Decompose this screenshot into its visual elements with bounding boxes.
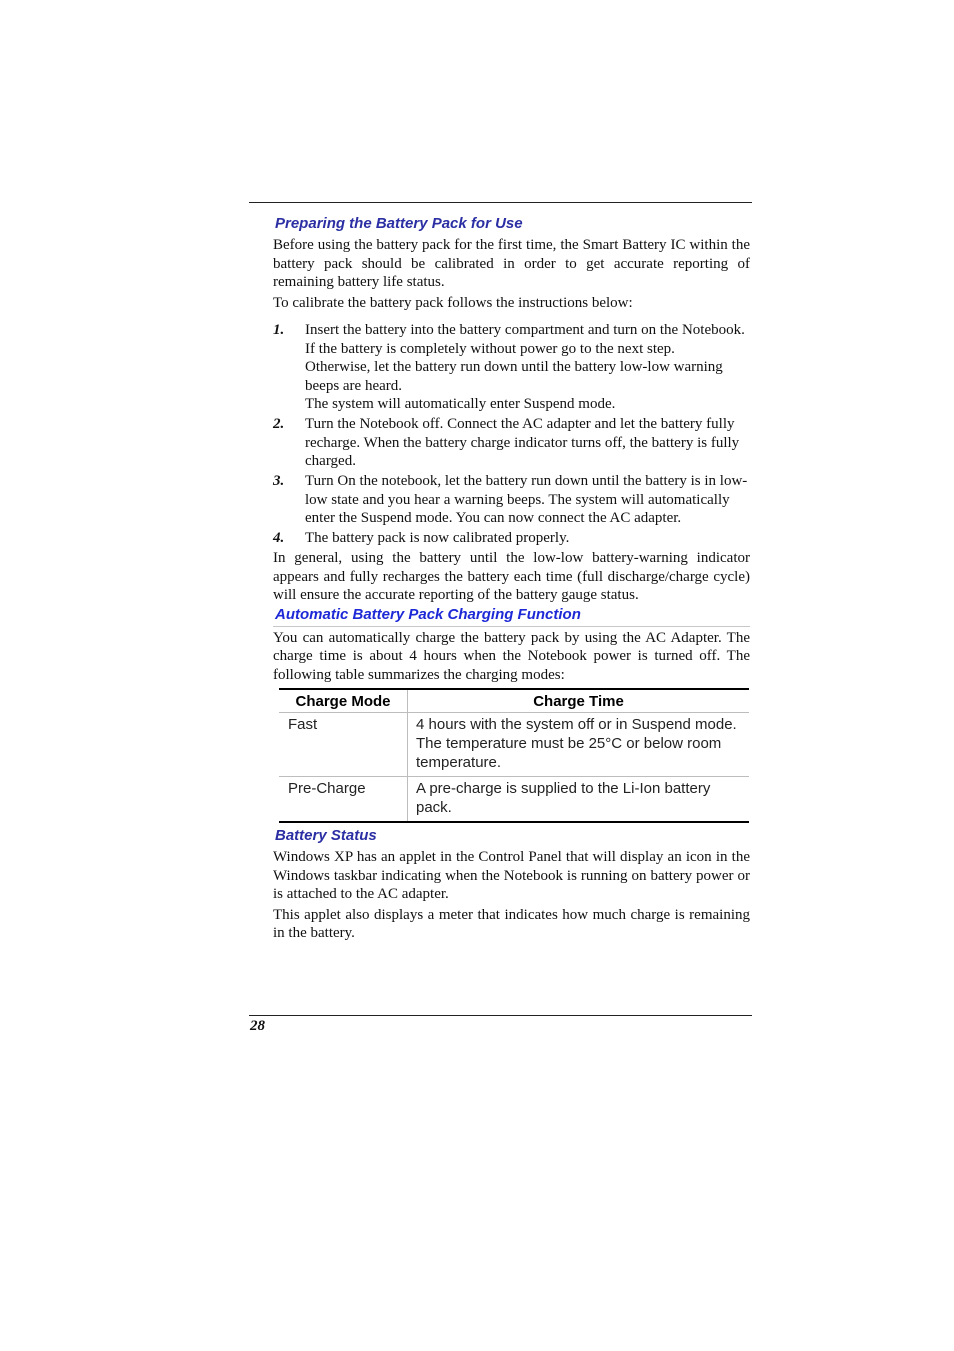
step-text: Turn On the notebook, let the battery run down until the battery is in low-low state and you hear a warning beeps. The system will automatically enter the Suspend mode. You can now connect the AC adapter. [305,473,748,526]
table-row [279,713,749,777]
paragraph: You can automatically charge the battery pack by using the AC Adapter. The charge time is about 4 hours when the Notebook power is turned off. The following table summarizes the charging modes: [273,629,750,683]
table-cell: A pre-charge is supplied to the Li-Ion battery pack. [408,777,750,823]
calibration-steps [273,321,750,548]
table-cell: Fast [279,713,408,777]
column-header: Charge Time [408,689,750,713]
paragraph: This applet also displays a meter that indicates how much charge is remaining in the battery. [273,906,750,941]
step-text: Turn the Notebook off. Connect the AC adapter and let the battery fully recharge. When the battery charge indicator turns off, the battery is fully charged. [305,416,740,469]
list-item [273,529,750,548]
page-number: 28 [250,1018,265,1034]
paragraph: Before using the battery pack for the first time, the Smart Battery IC within the battery pack should be calibrated in order to get accurate reporting of remaining battery life status. [273,237,750,290]
charging-modes-table [279,688,749,823]
section-heading-battery-status: Battery Status [275,827,377,844]
page-content [273,214,750,943]
list-item [273,472,750,528]
step-number: 4. [273,530,285,546]
paragraph: In general, using the battery until the low-low battery-warning indicator appears and fully recharges the battery each time (full discharge/charge cycle) will ensure the accurate reporting of the battery gauge status. [273,550,750,603]
step-number: 2. [273,416,285,432]
step-number: 3. [273,473,285,489]
list-item [273,321,750,414]
table-row [279,777,749,823]
paragraph: To calibrate the battery pack follows the instructions below: [273,294,633,311]
list-item [273,415,750,471]
section-heading-charging: Automatic Battery Pack Charging Function [273,605,750,627]
table-cell: Pre-Charge [279,777,408,823]
section-heading-preparing: Preparing the Battery Pack for Use [275,215,523,232]
step-text: Otherwise, let the battery run down until the battery low-low warning beeps are heard. [305,359,723,394]
step-text: The battery pack is now calibrated properly. [305,530,570,546]
step-text: Insert the battery into the battery compartment and turn on the Notebook. If the battery is completely without power go to the next step. [305,322,745,357]
paragraph: Windows XP has an applet in the Control Panel that will display an icon in the Windows taskbar indicating when the Notebook is running on battery power or is attached to the AC adapter. [273,849,750,902]
step-number: 1. [273,322,285,338]
table-header-row [279,689,749,713]
step-text: The system will automatically enter Suspend mode. [305,396,616,412]
table-cell: 4 hours with the system off or in Suspend mode. The temperature must be 25°C or below room temperature. [408,713,750,777]
column-header: Charge Mode [279,689,408,713]
header-rule [249,202,752,203]
footer-rule [249,1015,752,1016]
